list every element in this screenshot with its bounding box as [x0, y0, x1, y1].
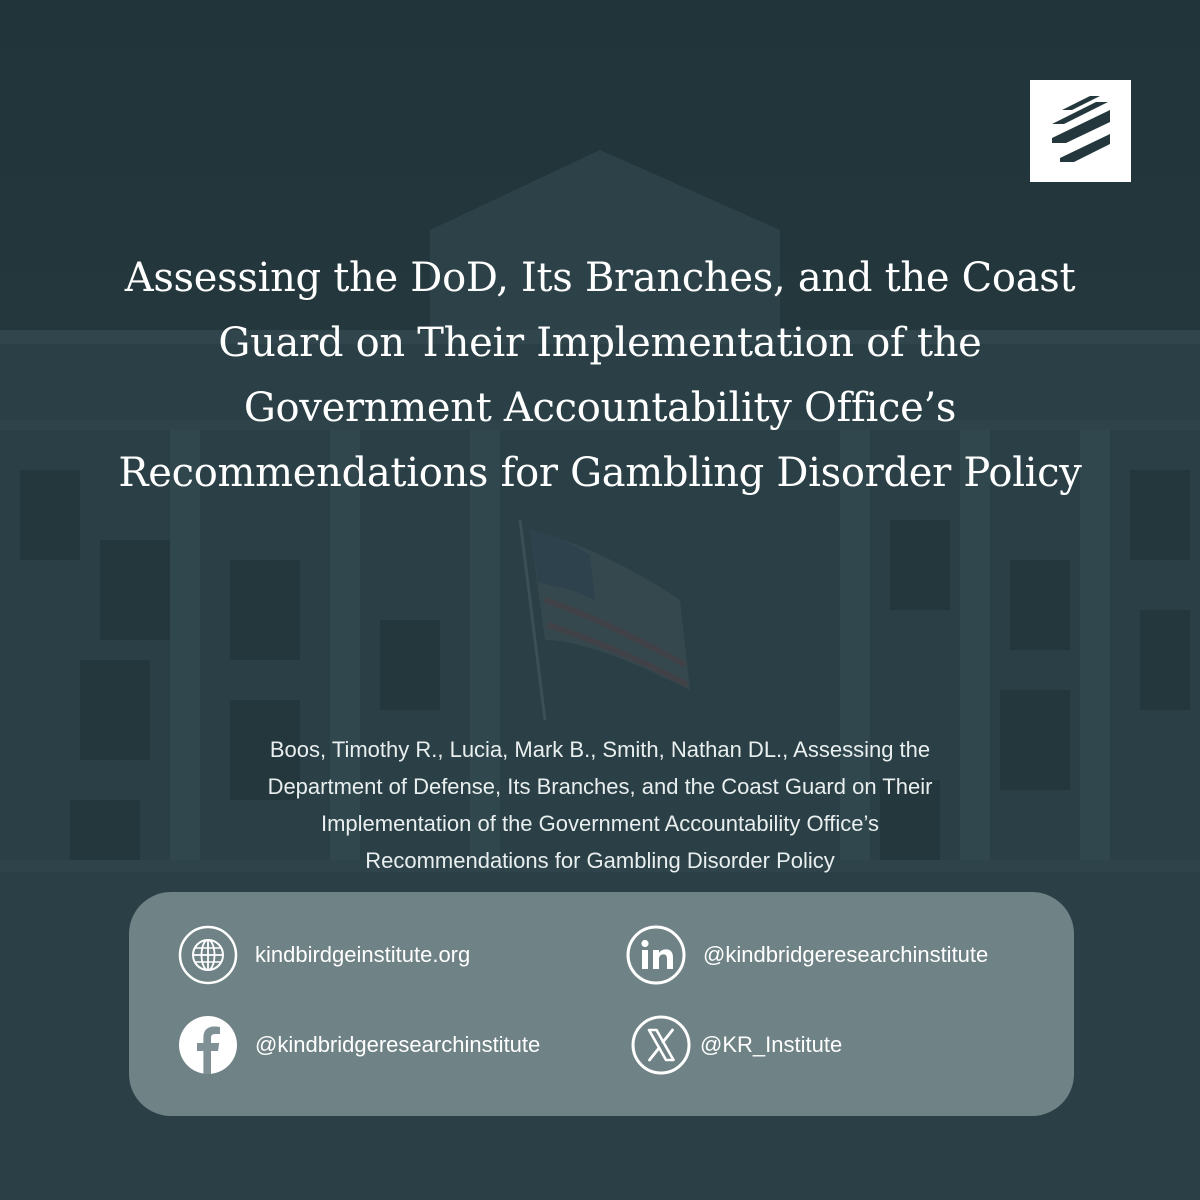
citation-line: Recommendations for Gambling Disorder Policy	[365, 848, 835, 873]
citation-line: Department of Defense, Its Branches, and the Coast Guard on Their	[267, 774, 933, 799]
linkedin-icon	[626, 925, 686, 985]
linkedin-label: @kindbridgeresearchinstitute	[703, 942, 989, 967]
title-line: Guard on Their Implementation of the	[218, 320, 982, 366]
facebook-link[interactable]	[178, 1014, 540, 1076]
title-line: Government Accountability Office’s	[243, 385, 957, 431]
institute-logo	[1030, 80, 1131, 182]
x-label: @KR_Institute	[700, 1032, 843, 1057]
linkedin-link[interactable]	[626, 924, 988, 986]
title-line: Assessing the DoD, Its Branches, and the Coast	[124, 255, 1076, 301]
facebook-label: @kindbridgeresearchinstitute	[255, 1032, 541, 1057]
page-title	[60, 246, 1140, 506]
facebook-icon	[178, 1015, 238, 1075]
citation-line: Boos, Timothy R., Lucia, Mark B., Smith, Nathan DL., Assessing the	[269, 737, 931, 762]
website-label: kindbirdgeinstitute.org	[255, 942, 471, 967]
title-line: Recommendations for Gambling Disorder Policy	[118, 450, 1082, 496]
contact-panel	[129, 892, 1074, 1116]
globe-icon	[178, 925, 238, 985]
x-link[interactable]	[631, 1014, 842, 1076]
website-link[interactable]	[178, 924, 470, 986]
citation	[150, 731, 1050, 879]
citation-line: Implementation of the Government Accountability Office’s	[320, 811, 880, 836]
stripes-logo-icon	[1030, 80, 1131, 182]
x-icon	[631, 1015, 691, 1075]
